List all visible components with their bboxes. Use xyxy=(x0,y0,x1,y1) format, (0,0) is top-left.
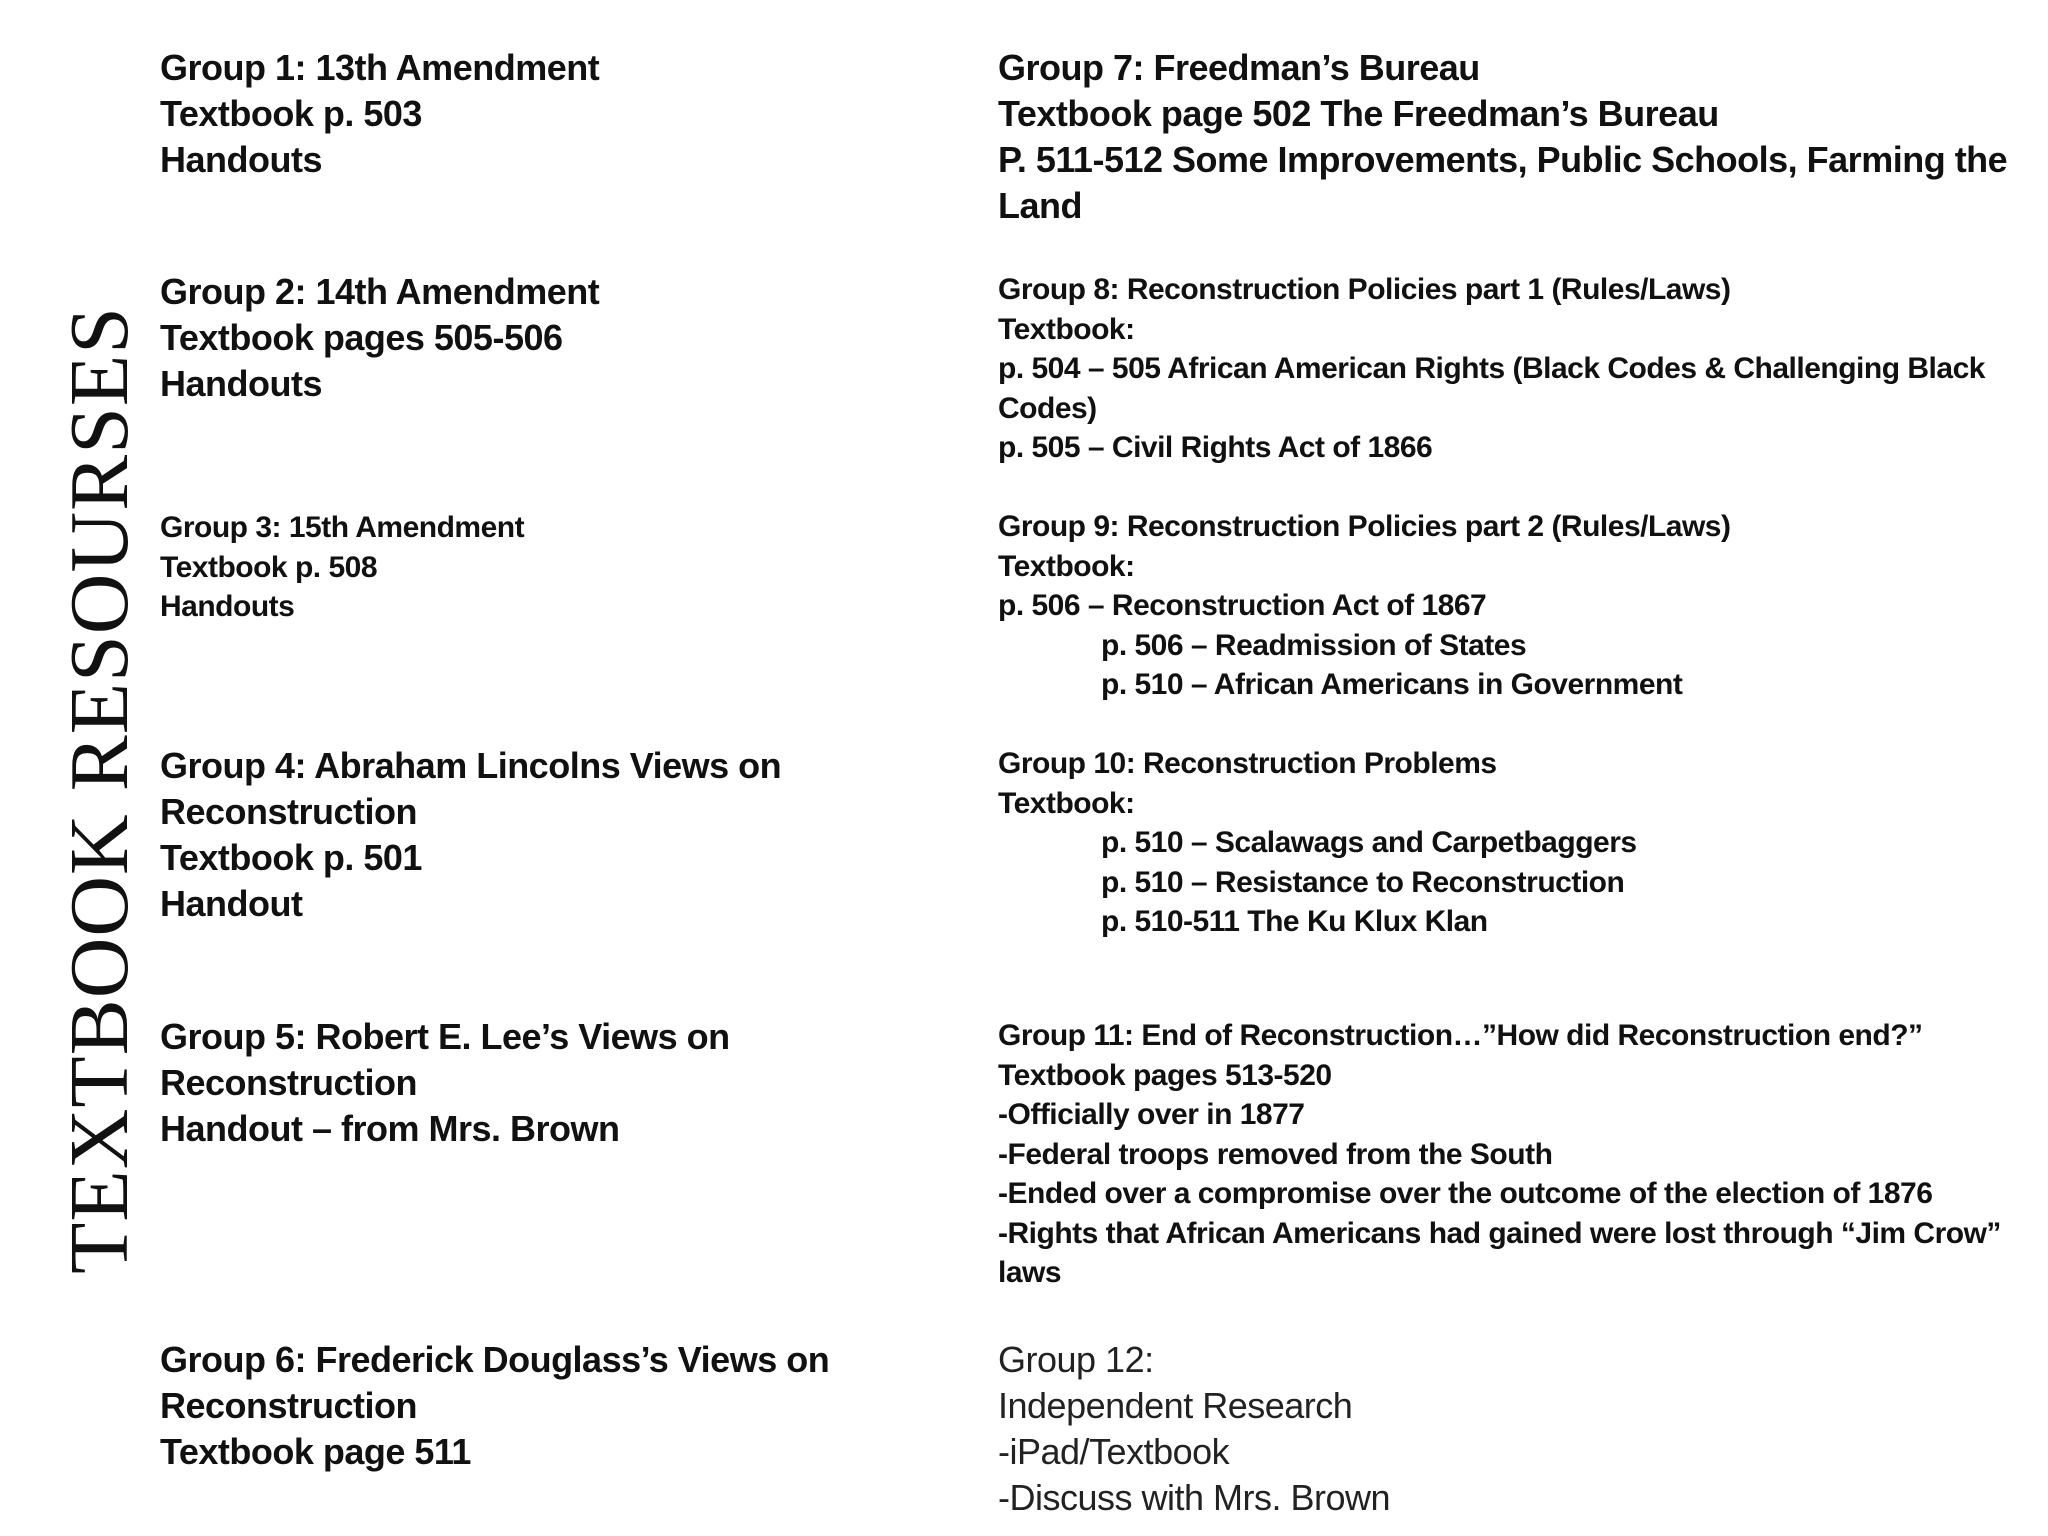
group-6-heading-cont: Reconstruction xyxy=(160,1385,418,1426)
group-11-textbook: Textbook pages 513-520 xyxy=(998,1058,1332,1092)
group-6-heading: Group 6: Frederick Douglass’s Views on xyxy=(160,1339,830,1380)
group-7-textbook: Textbook page 502 The Freedman’s Bureau xyxy=(998,93,1719,134)
group-11-block xyxy=(998,1016,2001,1293)
group-5-heading-cont: Reconstruction xyxy=(160,1062,418,1103)
group-10-item-1: p. 510 – Scalawags and Carpetbaggers xyxy=(1101,826,1637,859)
group-11-heading: Group 11: End of Reconstruction…”How did Reconstruction end?” xyxy=(998,1019,1923,1052)
group-2-heading: Group 2: 14th Amendment xyxy=(160,271,600,312)
group-9-textbook-label: Textbook: xyxy=(998,549,1135,583)
group-8-heading: Group 8: Reconstruction Policies part 1 (Rules/Laws) xyxy=(998,273,1731,306)
group-2-handouts: Handouts xyxy=(160,363,322,404)
group-6-textbook: Textbook page 511 xyxy=(160,1431,471,1472)
page-title: TEXTBOOK RESOURSES xyxy=(53,306,146,1274)
group-12-ipad: -iPad/Textbook xyxy=(998,1431,1230,1472)
group-2-textbook: Textbook pages 505-506 xyxy=(160,317,563,358)
group-5-heading: Group 5: Robert E. Lee’s Views on xyxy=(160,1016,730,1057)
group-9-item-2: p. 506 – Readmission of States xyxy=(1101,628,1527,662)
group-7-pages: P. 511-512 Some Improvements, Public Schools, Farming the xyxy=(998,139,2008,180)
group-12-heading: Group 12: xyxy=(998,1339,1154,1380)
group-12-block xyxy=(998,1337,1390,1521)
group-9-heading: Group 9: Reconstruction Policies part 2 (Rules/Laws) xyxy=(998,510,1731,543)
group-11-point-1: -Officially over in 1877 xyxy=(998,1098,1305,1131)
group-1-block xyxy=(160,45,599,183)
group-10-heading: Group 10: Reconstruction Problems xyxy=(998,747,1497,780)
group-9-block xyxy=(998,507,1730,705)
group-1-heading: Group 1: 13th Amendment xyxy=(160,47,600,88)
group-11-point-3: -Ended over a compromise over the outcome of the election of 1876 xyxy=(998,1177,1933,1210)
group-7-heading: Group 7: Freedman’s Bureau xyxy=(998,47,1480,88)
group-8-textbook-label: Textbook: xyxy=(998,312,1135,346)
group-11-point-4-cont: laws xyxy=(998,1256,1062,1289)
group-3-handouts: Handouts xyxy=(160,590,295,623)
group-7-pages-cont: Land xyxy=(998,185,1082,226)
group-3-heading: Group 3: 15th Amendment xyxy=(160,511,525,544)
group-8-item-2: p. 505 – Civil Rights Act of 1866 xyxy=(998,431,1433,464)
group-5-block xyxy=(160,1014,730,1152)
group-3-textbook: Textbook p. 508 xyxy=(160,550,378,584)
group-9-item-1: p. 506 – Reconstruction Act of 1867 xyxy=(998,589,1487,622)
group-4-heading-cont: Reconstruction xyxy=(160,791,418,832)
group-8-block xyxy=(998,270,1985,468)
group-10-item-3: p. 510-511 The Ku Klux Klan xyxy=(1101,905,1488,938)
group-12-discuss: -Discuss with Mrs. Brown xyxy=(998,1477,1391,1518)
group-5-handout: Handout – from Mrs. Brown xyxy=(160,1108,620,1149)
group-10-block xyxy=(998,744,1637,942)
group-12-research: Independent Research xyxy=(998,1385,1353,1426)
group-4-textbook: Textbook p. 501 xyxy=(160,837,422,878)
group-11-point-4: -Rights that African Americans had gained were lost through “Jim Crow” xyxy=(998,1216,2001,1250)
group-1-textbook: Textbook p. 503 xyxy=(160,93,422,134)
group-10-textbook-label: Textbook: xyxy=(998,786,1135,820)
group-1-handouts: Handouts xyxy=(160,139,322,180)
group-10-item-2: p. 510 – Resistance to Reconstruction xyxy=(1101,865,1625,899)
group-8-item-1: p. 504 – 505 African American Rights (Black Codes & Challenging Black xyxy=(998,352,1985,385)
group-9-item-3: p. 510 – African Americans in Government xyxy=(1101,668,1683,701)
group-4-heading: Group 4: Abraham Lincolns Views on xyxy=(160,745,782,786)
group-4-block xyxy=(160,743,781,927)
group-6-block xyxy=(160,1337,829,1475)
group-7-block xyxy=(998,45,2007,229)
group-8-item-1-cont: Codes) xyxy=(998,391,1097,425)
group-3-block xyxy=(160,508,524,627)
group-11-point-2: -Federal troops removed from the South xyxy=(998,1137,1553,1171)
group-2-block xyxy=(160,269,599,407)
group-4-handout: Handout xyxy=(160,883,303,924)
